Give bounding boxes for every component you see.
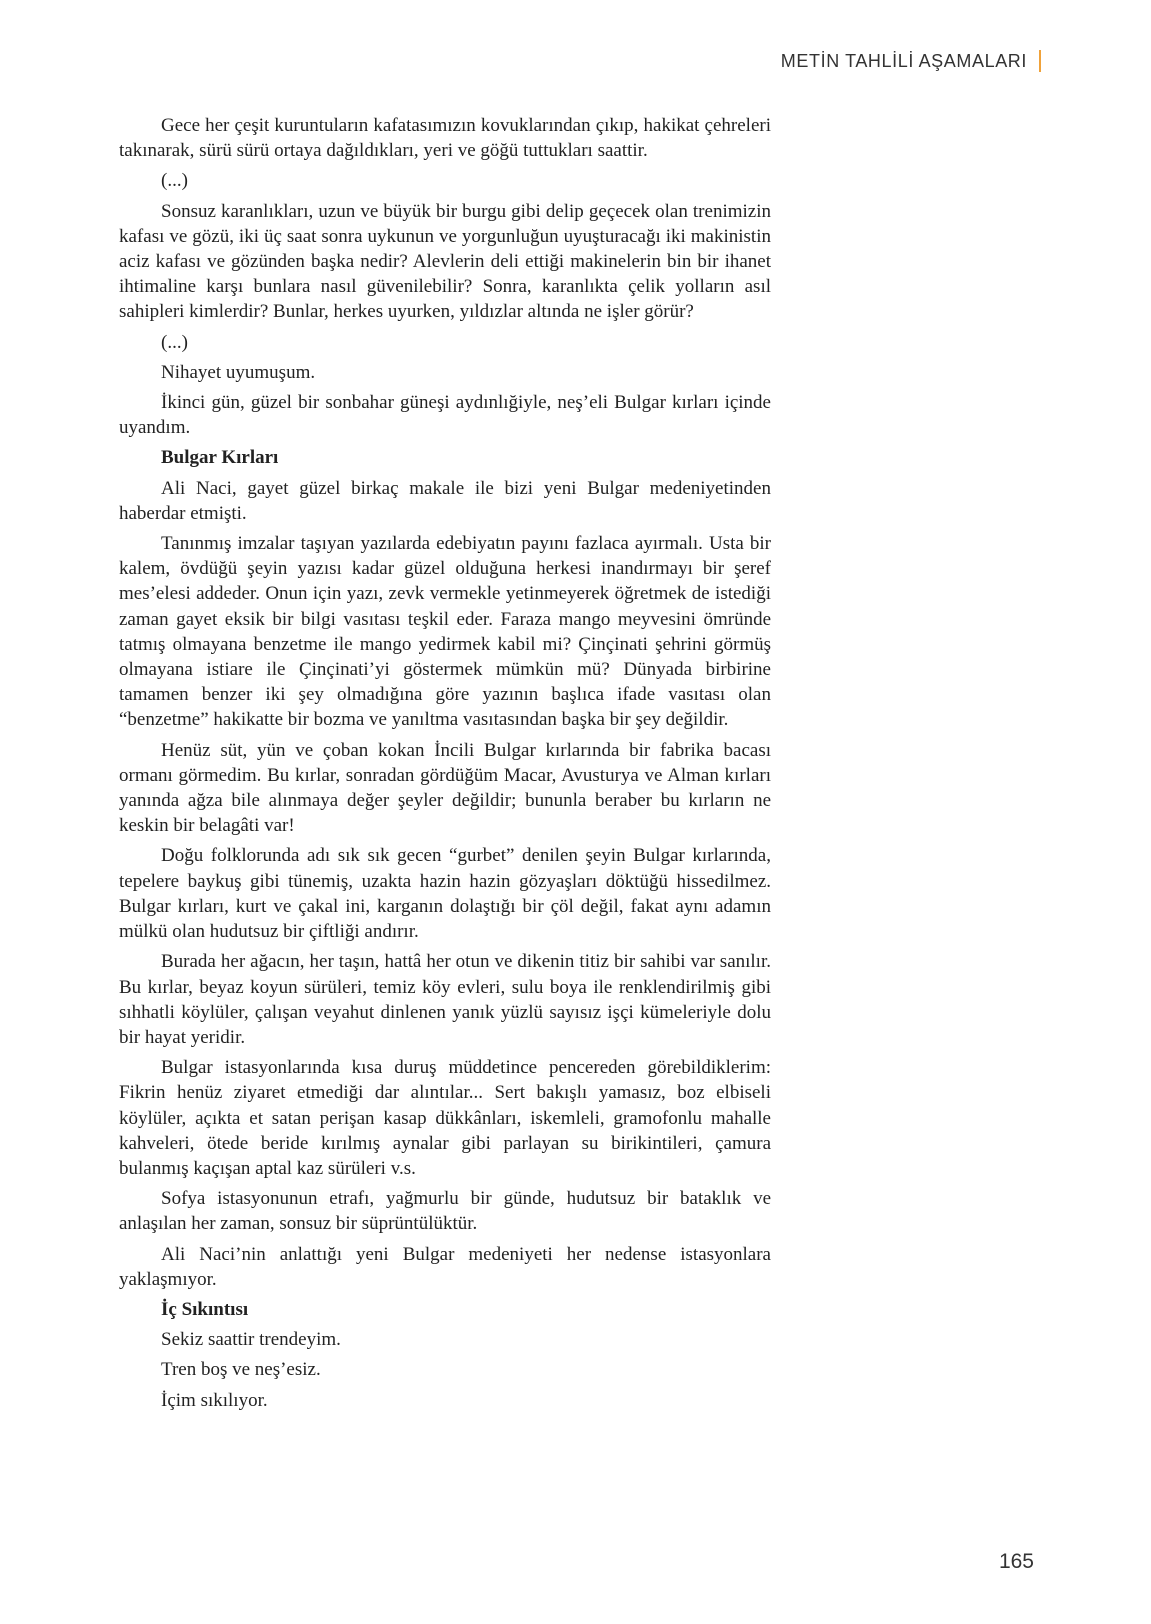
paragraph: Ali Naci, gayet güzel birkaç makale ile bizi yeni Bulgar medeniyetinden haberdar etmişti. (119, 477, 771, 524)
paragraph: İkinci gün, güzel bir sonbahar güneşi aydınlığiyle, neş’eli Bulgar kırları içinde uyandım. (119, 392, 771, 439)
paragraph: Bulgar istasyonlarında kısa duruş müddetince pencereden görebildiklerim: Fikrin henüz ziyaret etmediği dar alıntılar... Sert bakışlı yamasız, boz elbiseli köylüler, açıkta et satan perişan kasap dükkânları, iskemleli, gramofonlu mahalle kahveleri, ötede beride kırılmış aynalar gibi parlayan su birikintileri, çamura bulanmış kaçışan aptal kaz sürüleri v.s. (119, 1057, 771, 1179)
paragraph: Sonsuz karanlıkları, uzun ve büyük bir burgu gibi delip geçecek olan trenimizin kafası ve gözü, iki üç saat sonra uykunun ve yorgunluğun uyuşturacağı iki makinistin aciz kafası ve gözünden başka nedir? Alevlerin deli ettiği makinelerin bin bir ihanet ihtimaline karşı bunlara nasıl güvenilebilir? Sonra, karanlıkta çelik yolların asıl sahipleri kimlerdir? Bunlar, herkes uyurken, yıldızlar altında ne işler görür? (119, 200, 771, 323)
paragraph: Tanınmış imzalar taşıyan yazılarda edebiyatın payını fazlaca ayırmalı. Usta bir kalem, övdüğü şeyin yazısı kadar güzel olduğuna herkesi inandırmayı bir şeref mes’elesi addeder. Onun için yazı, zevk vermekle yetinmeyerek öğretmek de istediği zaman gayet eksik bir bilgi vasıtası teşkil eder. Faraza mango meyvesini ömründe tatmış olmayana benzetme ile mango yedirmek kabil mi? Çinçinati şehrini görmüş olmayana istiare ile Çinçinati’yi göstermek mümkün mü? Dünyada birbirine tamamen benzer iki şey olmadığına göre yazının başlıca ifade vasıtası olan “benzetme” hakikatte bir bozma ve yanıltma vasıtasından başka bir şey değildir. (119, 533, 771, 731)
body-text (119, 113, 771, 1418)
paragraph: Sofya istasyonunun etrafı, yağmurlu bir günde, hudutsuz bir bataklık ve anlaşılan her zaman, sonsuz bir süprüntülüktür. (119, 1188, 771, 1235)
paragraph: Henüz süt, yün ve çoban kokan İncili Bulgar kırlarında bir fabrika bacası ormanı görmedim. Bu kırlar, sonradan gördüğüm Macar, Avusturya ve Alman kırları yanında ağza bile alınmaya değer şeyler değildir; bununla beraber bu kırların ne keskin bir belagâti var! (119, 739, 771, 837)
section-heading: İç Sıkıntısı (161, 1298, 249, 1320)
section-title: METİN TAHLİLİ AŞAMALARI (780, 50, 1027, 71)
paragraph: Gece her çeşit kuruntuların kafatasımızın kovuklarından çıkıp, hakikat çehreleri takınarak, sürü sürü ortaya dağıldıkları, yeri ve göğü tuttukları saattir. (119, 115, 771, 162)
paragraph: Tren boş ve neş’esiz. (161, 1359, 321, 1381)
page-number: 165 (998, 1550, 1034, 1573)
paragraph: İçim sıkılıyor. (161, 1389, 268, 1411)
ellipsis-marker: (...) (161, 170, 188, 192)
running-header (781, 50, 1041, 72)
header-accent-bar (1039, 50, 1041, 72)
paragraph: Sekiz saattir trendeyim. (161, 1329, 341, 1351)
paragraph: Burada her ağacın, her taşın, hattâ her otun ve dikenin titiz bir sahibi var sanılır. Bu kırlar, beyaz koyun sürüleri, temiz köy evleri, sulu boya ile renklendirilmiş gibi sıhhatli köylüler, çalışan veyahut dinlenen yanık yüzlü sayısız işçi kümeleriyle dolu bir hayat yeridir. (119, 951, 771, 1048)
ellipsis-marker: (...) (161, 331, 188, 353)
paragraph: Ali Naci’nin anlattığı yeni Bulgar medeniyeti her nedense istasyonlara yaklaşmıyor. (119, 1243, 771, 1290)
section-heading: Bulgar Kırları (161, 447, 279, 469)
paragraph: Nihayet uyumuşum. (161, 361, 316, 383)
paragraph: Doğu folklorunda adı sık sık gecen “gurbet” denilen şeyin Bulgar kırlarında, tepelere baykuş gibi tünemiş, uzakta hazin hazin gözyaşları döktüğü hissedilmez. Bulgar kırları, kurt ve çakal ini, karganın dolaştığı bir çöl değil, fakat aynı adamın mülkü olan hudutsuz bir çiftliği andırır. (119, 845, 771, 943)
